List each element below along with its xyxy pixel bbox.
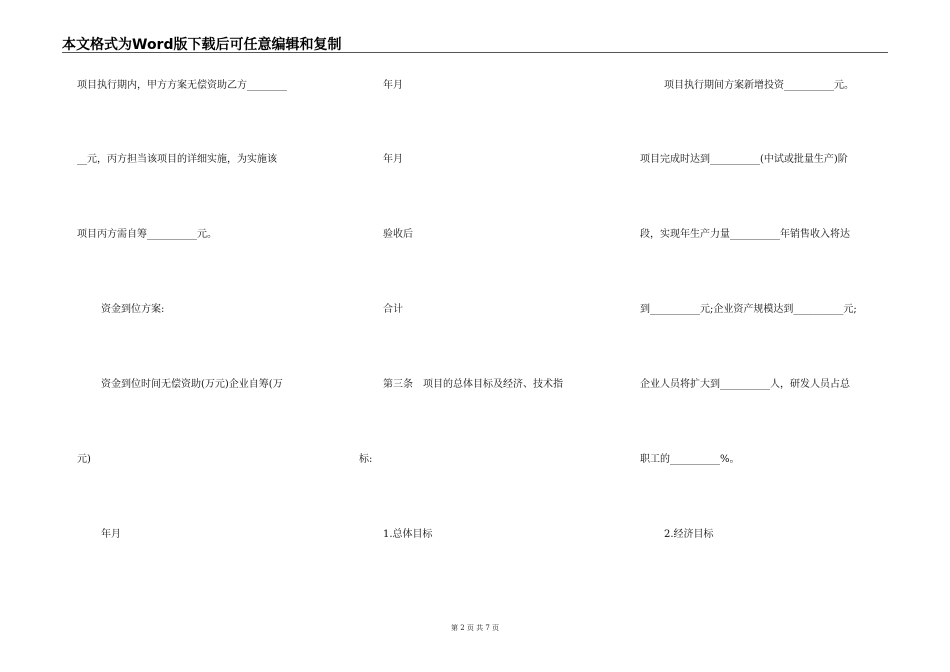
middle-line-3: 验收后 [383,229,413,240]
middle-line-7: 1.总体目标 [383,529,433,540]
document-header-title: 本文格式为Word版下载后可任意编辑和复制 [62,37,342,53]
right-line-5: 企业人员将扩大到__________人，研发人员占总 [640,379,850,390]
left-line-6: 元) [77,454,91,465]
left-line-1: 项目执行期内，甲方方案无偿资助乙方________ [77,80,287,91]
right-line-1: 项目执行期间方案新增投资__________元。 [664,80,854,91]
right-line-3: 段，实现年生产力量__________年销售收入将达 [640,229,850,240]
left-line-3: 项目丙方需自筹__________元。 [77,229,217,240]
right-line-4: 到__________元;企业资产规模达到__________元; [640,304,857,315]
right-line-2: 项目完成时达到__________(中试或批量生产)阶 [640,154,848,165]
middle-line-2: 年月 [383,154,403,165]
header-divider [62,52,888,53]
left-line-5: 资金到位时间无偿资助(万元)企业自筹(万 [101,379,283,390]
left-line-2: __元，丙方担当该项目的详细实施，为实施该 [77,154,277,165]
middle-line-4: 合计 [383,304,403,315]
page-number-footer: 第 2 页 共 7 页 [450,624,500,632]
middle-line-5: 第三条 项目的总体目标及经济、技术指 [383,379,563,390]
left-line-7: 年月 [101,529,121,540]
right-line-7: 2.经济目标 [664,529,714,540]
middle-line-6: 标: [359,454,373,465]
left-line-4: 资金到位方案: [101,304,165,315]
right-line-6: 职工的__________%。 [640,454,740,465]
middle-line-1: 年月 [383,80,403,91]
